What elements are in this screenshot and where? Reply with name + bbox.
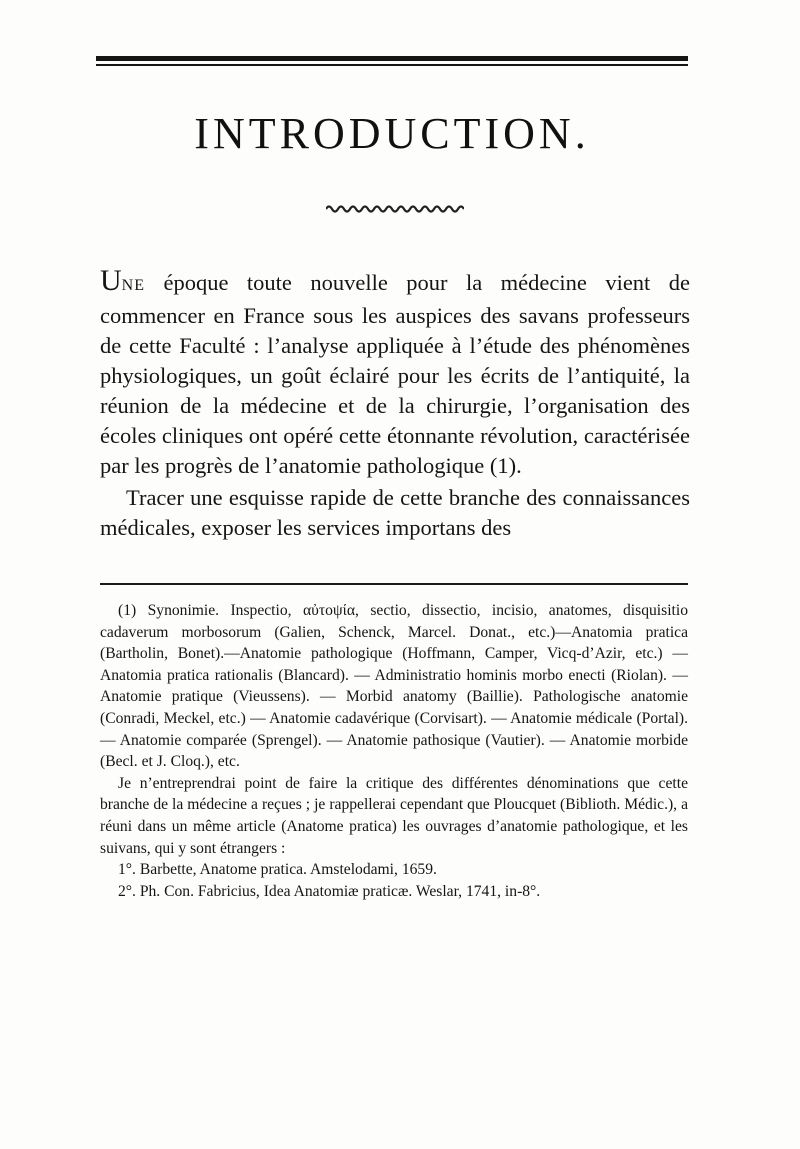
paragraph-2: Tracer une esquisse rapide de cette branche des connaissances médicales, exposer les services importans des (100, 485, 690, 540)
header-rule-thin (96, 64, 688, 66)
paragraph-1 (100, 266, 690, 481)
footnote-list (100, 859, 688, 902)
footnotes (100, 600, 688, 902)
header-double-rule (96, 56, 688, 68)
footnote-list-item: 2°. Ph. Con. Fabricius, Idea Anatomiæ praticæ. Weslar, 1741, in-8°. (118, 882, 541, 900)
paragraph-1-text: époque toute nouvelle pour la médecine vient de commencer en France sous les auspices des savans professeurs de cette Faculté : l’analyse appliquée à l’étude des phénomènes physiologiques, un goût éclairé pour les écrits de l’antiquité, la réunion de la médecine et de la chirurgie, l’organisation des écoles cliniques ont opéré cette étonnante révolution, caractérisée par les progrès de l’anatomie pathologique (1). (100, 270, 690, 478)
drop-cap: U (100, 264, 122, 297)
footnote-separator (100, 583, 688, 585)
footnote-list-item: 1°. Barbette, Anatome pratica. Amstelodami, 1659. (118, 861, 437, 879)
wavy-ornament (326, 204, 464, 214)
footnote-2: Je n’entreprendrai point de faire la critique des différentes dénominations que cette branche de la médecine a reçues ; je rappellerai cependant que Ploucquet (Biblioth. Médic.), a réuni dans un même article (Anatome pratica) les ouvrages d’anatomie pathologique, et les suivans, qui y sont étrangers : (100, 774, 688, 857)
chapter-title: INTRODUCTION. (194, 109, 590, 158)
header-rule-thick (96, 56, 688, 61)
first-word-rest: NE (121, 277, 145, 294)
main-text (100, 266, 690, 543)
footnote-1: (1) Synonimie. Inspectio, αὐτοψία, sectio, dissectio, incisio, anatomes, disquisitio cadaverum morbosorum (Galien, Schenck, Marcel. Donat., etc.)—Anatomia pratica (Bartholin, Bonet).—Anatomie pathologique (Hoffmann, Camper, Vicq-d’Azir, etc.) — Anatomia pratica rationalis (Blancard). — Administratio hominis morbo enecti (Riolan). — Anatomie pratique (Vieussens). — Morbid anatomy (Baillie). Pathologische anatomie (Conradi, Meckel, etc.) — Anatomie cadavérique (Corvisart). — Anatomie médicale (Portal). — Anatomie comparée (Sprengel). — Anatomie pathosique (Vautier). — Anatomie morbide (Becl. et J. Cloq.), etc. (100, 602, 688, 771)
